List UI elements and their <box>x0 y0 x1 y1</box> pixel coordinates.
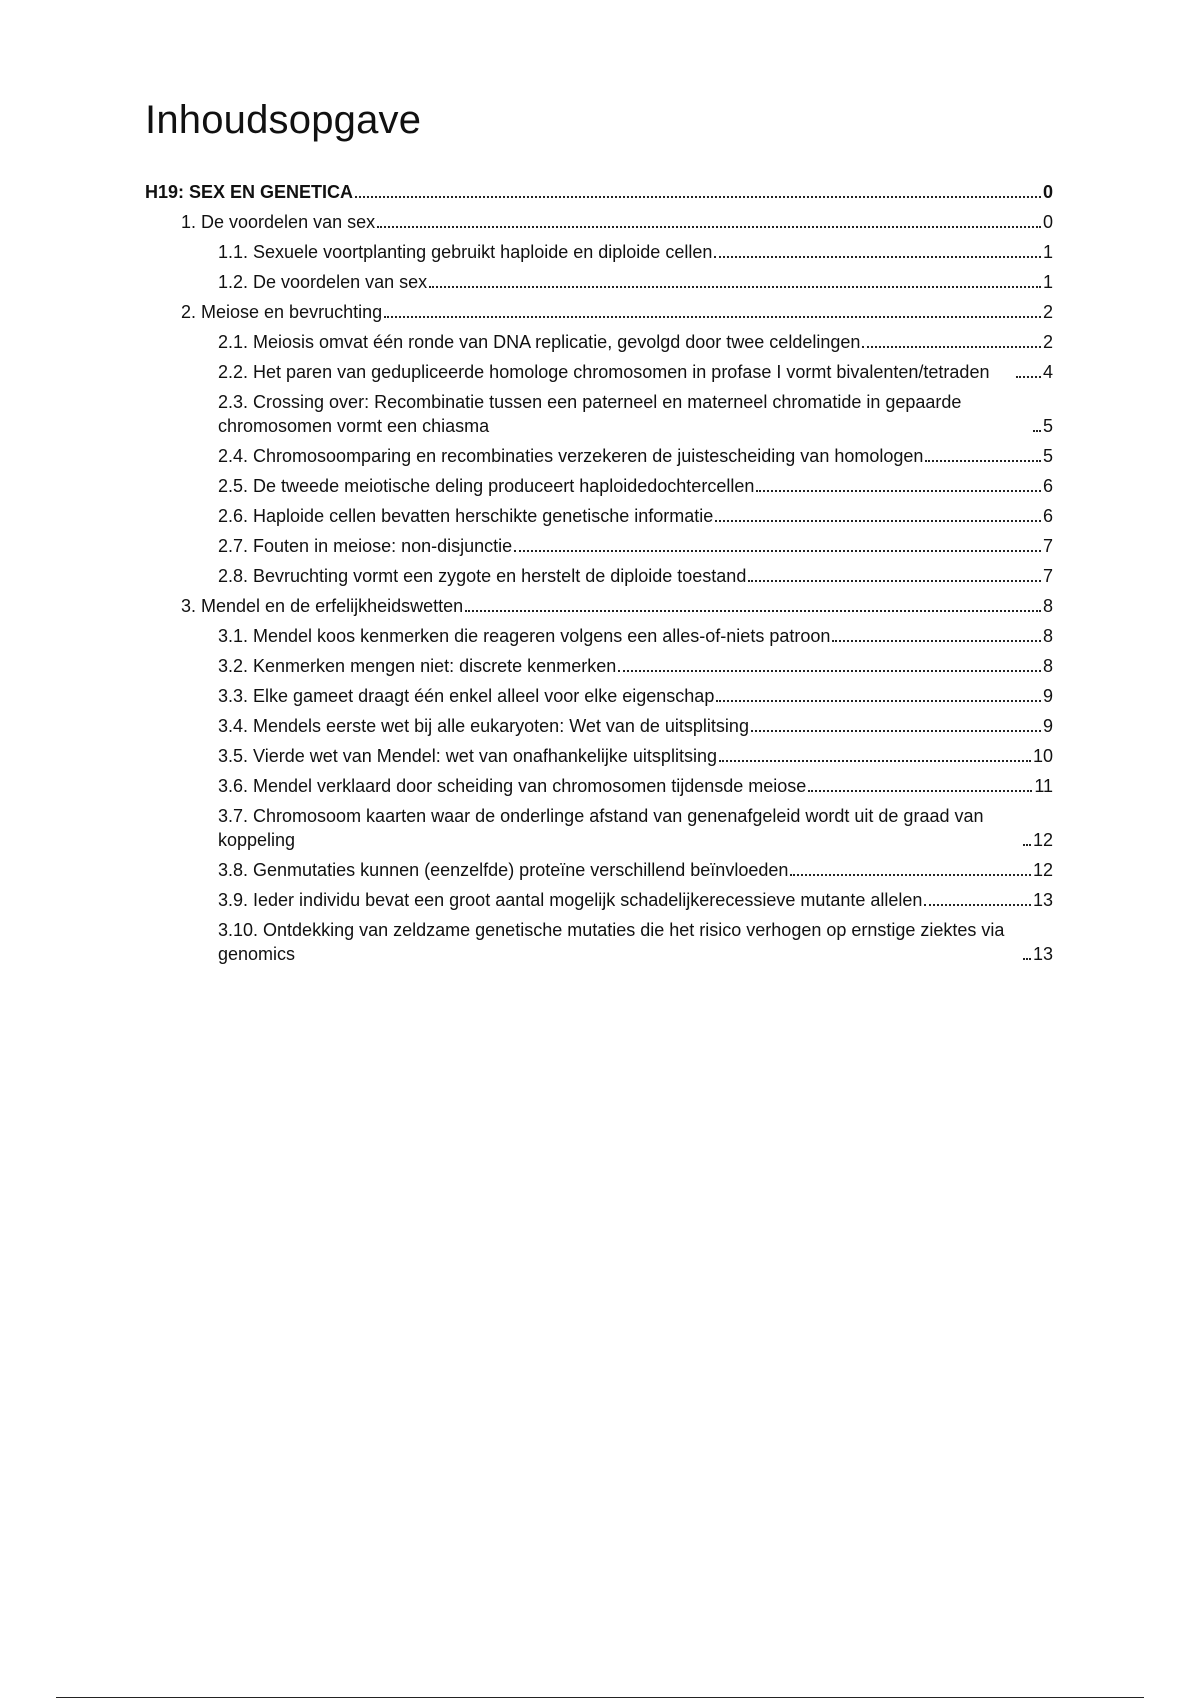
toc-entry-title: 1.1. Sexuele voortplanting gebruikt haploide en diploide cellen <box>218 242 713 262</box>
toc-dot-leader <box>748 580 1041 582</box>
toc-entry-title: 2.2. Het paren van gedupliceerde homologe chromosomen in profase I vormt bivalenten/tetraden <box>218 362 990 382</box>
toc-entry-page: 6 <box>1042 476 1053 496</box>
toc-entry-title: 1.2. De voordelen van sex <box>218 272 428 292</box>
toc-entry-title: 2.3. Crossing over: Recombinatie tussen een paterneel en materneel chromatide in gepaarde chromosomen vormt een chiasma <box>218 392 962 436</box>
toc-entry[interactable] <box>145 180 1053 204</box>
toc-entry[interactable] <box>145 684 1053 708</box>
toc-dot-leader <box>808 790 1032 792</box>
toc-entry-page: 7 <box>1042 536 1053 556</box>
toc-entry-page: 13 <box>1032 890 1053 910</box>
toc-entry-title: 2. Meiose en bevruchting <box>181 302 383 322</box>
toc-entry-title: 2.1. Meiosis omvat één ronde van DNA replicatie, gevolgd door twee celdelingen <box>218 332 861 352</box>
toc-entry-page: 10 <box>1032 746 1053 766</box>
toc-entry[interactable] <box>145 360 1053 384</box>
toc-entry-page: 5 <box>1042 416 1053 436</box>
toc-entry[interactable] <box>145 774 1053 798</box>
toc-entry[interactable] <box>145 504 1053 528</box>
toc-entry-title: 3.6. Mendel verklaard door scheiding van chromosomen tijdensde meiose <box>218 776 807 796</box>
toc-dot-leader <box>719 760 1031 762</box>
toc-entry[interactable] <box>145 564 1053 588</box>
toc-dot-leader <box>384 316 1041 318</box>
toc-entry[interactable] <box>145 654 1053 678</box>
toc-entry[interactable] <box>145 390 1053 438</box>
toc-dot-leader <box>715 520 1041 522</box>
toc-entry-page: 7 <box>1042 566 1053 586</box>
toc-entry-page: 12 <box>1032 860 1053 880</box>
toc-entry-page: 2 <box>1042 302 1053 322</box>
toc-entry[interactable] <box>145 474 1053 498</box>
toc-dot-leader <box>618 670 1041 672</box>
toc-dot-leader <box>1023 958 1031 960</box>
toc-entry-title: 2.5. De tweede meiotische deling produceert haploidedochtercellen <box>218 476 755 496</box>
toc-entry-page: 4 <box>1043 362 1054 382</box>
toc-entry-title: 2.7. Fouten in meiose: non-disjunctie <box>218 536 513 556</box>
toc-dot-leader <box>1023 844 1031 846</box>
toc-dot-leader <box>832 640 1041 642</box>
toc-entry[interactable] <box>145 444 1053 468</box>
toc-entry-title: 3.4. Mendels eerste wet bij alle eukaryoten: Wet van de uitsplitsing <box>218 716 749 736</box>
toc-entry-title: 3.2. Kenmerken mengen niet: discrete kenmerken <box>218 656 617 676</box>
toc-dot-leader <box>1016 376 1041 378</box>
toc-entry-page: 2 <box>1042 332 1053 352</box>
toc-entry-title: 3.9. Ieder individu bevat een groot aantal mogelijk schadelijkerecessieve mutante allelen <box>218 890 923 910</box>
toc-entry-page: 8 <box>1042 626 1053 646</box>
toc-entry[interactable] <box>145 330 1053 354</box>
toc-entry-title: 2.6. Haploide cellen bevatten herschikte genetische informatie <box>218 506 714 526</box>
toc-entry[interactable] <box>145 534 1053 558</box>
toc-entry[interactable] <box>145 918 1053 966</box>
toc-entry-title: 2.4. Chromosoomparing en recombinaties verzekeren de juistescheiding van homologen <box>218 446 924 466</box>
toc-entry-page: 12 <box>1032 830 1053 850</box>
toc-dot-leader <box>355 196 1041 198</box>
toc-entry-page: 1 <box>1042 242 1053 262</box>
toc-entry-page: 13 <box>1032 944 1053 964</box>
toc-dot-leader <box>429 286 1041 288</box>
toc-entry-page: 8 <box>1042 656 1053 676</box>
toc-entry-title: 3.7. Chromosoom kaarten waar de onderlinge afstand van genenafgeleid wordt uit de graad van koppeling <box>218 806 984 850</box>
toc-dot-leader <box>377 226 1041 228</box>
toc-entry-page: 0 <box>1042 182 1053 202</box>
toc-entry-page: 8 <box>1042 596 1053 616</box>
table-of-contents <box>145 180 1053 972</box>
toc-entry-page: 1 <box>1042 272 1053 292</box>
toc-entry[interactable] <box>145 300 1053 324</box>
toc-entry-page: 5 <box>1042 446 1053 466</box>
toc-entry-page: 9 <box>1042 716 1053 736</box>
toc-entry[interactable] <box>145 210 1053 234</box>
toc-entry[interactable] <box>145 804 1053 852</box>
toc-entry[interactable] <box>145 270 1053 294</box>
toc-entry-page: 0 <box>1042 212 1053 232</box>
toc-entry[interactable] <box>145 714 1053 738</box>
toc-dot-leader <box>862 346 1041 348</box>
toc-entry-title: 3.1. Mendel koos kenmerken die reageren volgens een alles-of-niets patroon <box>218 626 831 646</box>
toc-entry-page: 9 <box>1042 686 1053 706</box>
toc-dot-leader <box>924 904 1031 906</box>
toc-entry-title: 2.8. Bevruchting vormt een zygote en herstelt de diploide toestand <box>218 566 747 586</box>
toc-entry-page: 11 <box>1034 776 1053 796</box>
toc-dot-leader <box>756 490 1041 492</box>
toc-dot-leader <box>514 550 1041 552</box>
toc-entry-title: H19: SEX EN GENETICA <box>145 182 354 202</box>
toc-entry-title: 1. De voordelen van sex <box>181 212 376 232</box>
toc-entry-title: 3.8. Genmutaties kunnen (eenzelfde) proteïne verschillend beïnvloeden <box>218 860 789 880</box>
toc-entry-title: 3.5. Vierde wet van Mendel: wet van onafhankelijke uitsplitsing <box>218 746 717 766</box>
toc-entry[interactable] <box>145 888 1053 912</box>
toc-entry-title: 3. Mendel en de erfelijkheidswetten <box>181 596 464 616</box>
toc-entry-title: 3.10. Ontdekking van zeldzame genetische mutaties die het risico verhogen op ernstige ziektes via genomics <box>218 920 1005 964</box>
page-title: Inhoudsopgave <box>145 98 422 142</box>
footer-rule <box>56 1697 1144 1698</box>
toc-entry[interactable] <box>145 744 1053 768</box>
toc-entry[interactable] <box>145 240 1053 264</box>
toc-dot-leader <box>751 730 1041 732</box>
toc-entry[interactable] <box>145 858 1053 882</box>
toc-entry[interactable] <box>145 594 1053 618</box>
toc-entry[interactable] <box>145 624 1053 648</box>
toc-dot-leader <box>465 610 1041 612</box>
toc-dot-leader <box>1033 430 1041 432</box>
toc-dot-leader <box>925 460 1041 462</box>
toc-entry-title: 3.3. Elke gameet draagt één enkel alleel voor elke eigenschap <box>218 686 715 706</box>
toc-dot-leader <box>714 256 1041 258</box>
toc-entry-page: 6 <box>1042 506 1053 526</box>
toc-dot-leader <box>790 874 1031 876</box>
toc-dot-leader <box>716 700 1041 702</box>
